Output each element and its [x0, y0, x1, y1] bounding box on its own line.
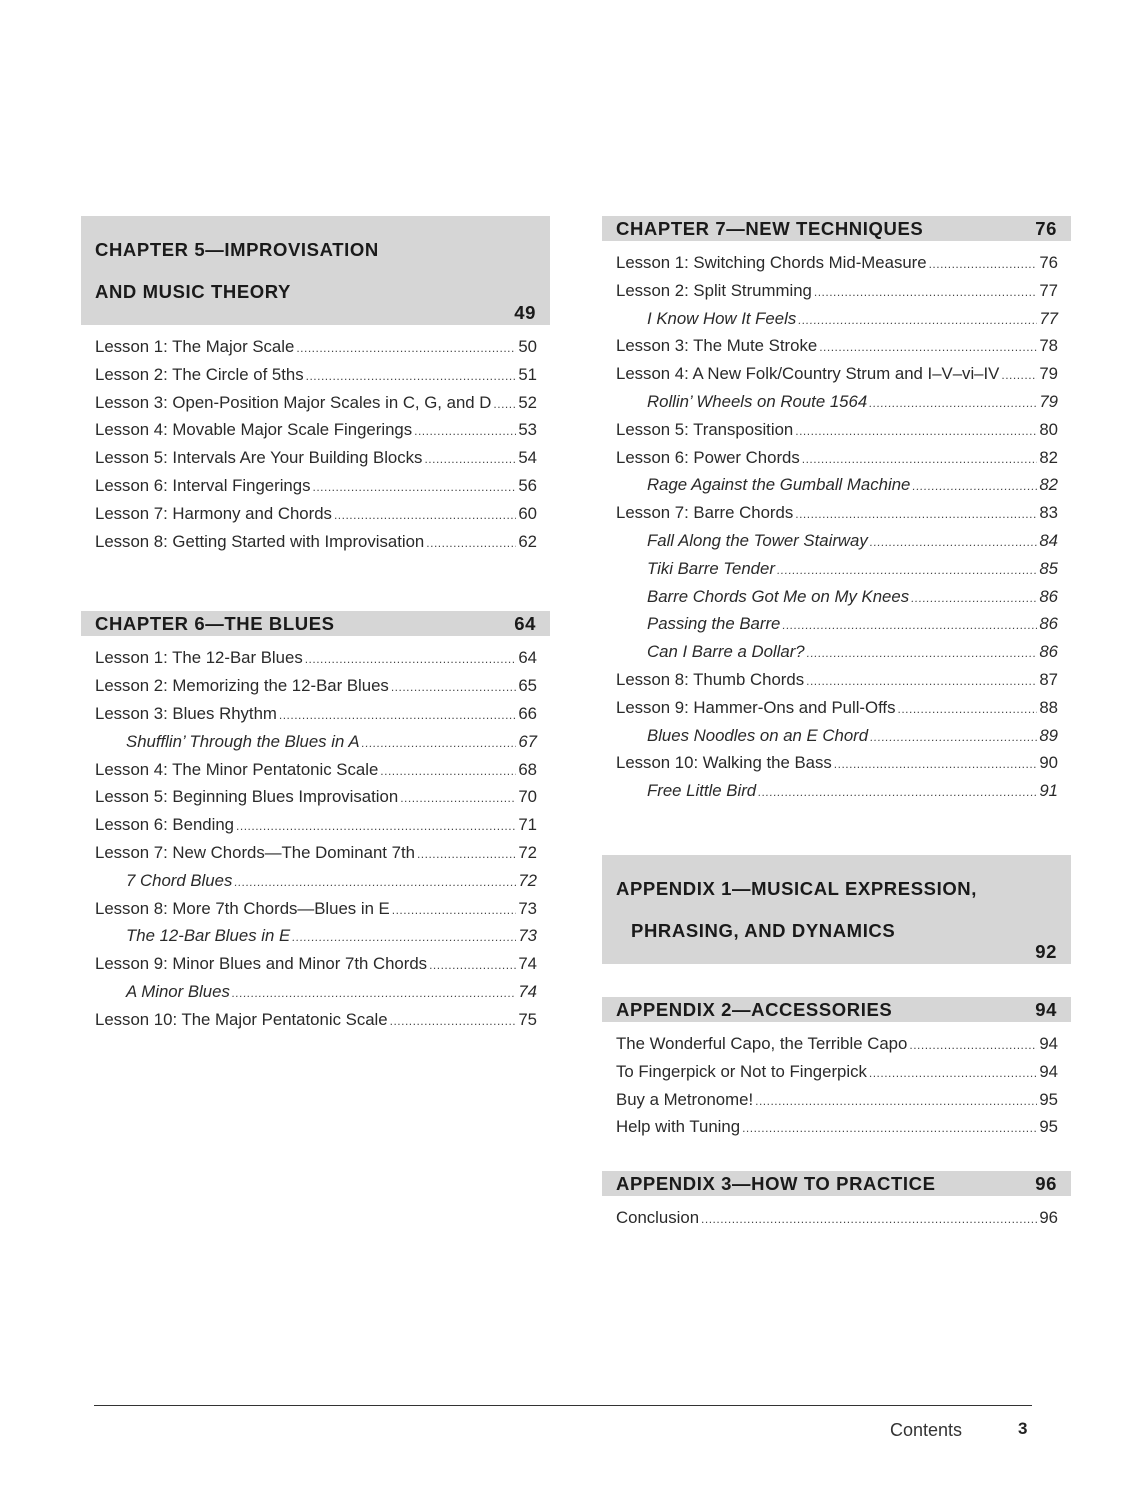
entry-label: Help with Tuning — [616, 1117, 741, 1137]
entry-label: Lesson 8: Getting Started with Improvisation — [95, 531, 425, 551]
dot-leader — [279, 702, 516, 730]
entry-page: 77 — [1039, 280, 1058, 300]
toc-subentry[interactable] — [602, 388, 1071, 416]
entry-page: 77 — [1039, 308, 1058, 328]
toc-entry[interactable] — [602, 277, 1071, 305]
dot-leader — [334, 502, 516, 530]
section-title: APPENDIX 2—ACCESSORIES — [616, 998, 893, 1020]
entry-label: Lesson 9: Hammer-Ons and Pull-Offs — [616, 697, 896, 717]
dot-leader — [1001, 362, 1037, 390]
dot-leader — [429, 952, 516, 980]
dot-leader — [417, 841, 516, 869]
dot-leader — [782, 612, 1037, 640]
entry-label: Shufflin’ Through the Blues in A — [126, 731, 360, 751]
dot-leader — [909, 1032, 1037, 1060]
dot-leader — [929, 251, 1038, 279]
entry-page: 85 — [1039, 558, 1058, 578]
entry-label: Lesson 3: Open-Position Major Scales in C, G, and D — [95, 392, 492, 412]
entry-page: 73 — [518, 898, 537, 918]
toc-entry[interactable] — [81, 472, 550, 500]
toc-subentry[interactable] — [602, 610, 1071, 638]
entry-label: Lesson 3: Blues Rhythm — [95, 703, 277, 723]
entry-label: Lesson 9: Minor Blues and Minor 7th Chords — [95, 954, 428, 974]
toc-entry[interactable] — [602, 416, 1071, 444]
entry-page: 78 — [1039, 336, 1058, 356]
entry-page: 95 — [1039, 1089, 1058, 1109]
toc-entry[interactable] — [81, 444, 550, 472]
toc-subentry[interactable] — [602, 583, 1071, 611]
toc-entry[interactable] — [81, 528, 550, 556]
section-header[interactable] — [602, 997, 1071, 1022]
toc-entry[interactable] — [81, 416, 550, 444]
toc-subentry[interactable] — [602, 722, 1071, 750]
footer-label: Contents — [890, 1420, 963, 1440]
entry-label: Fall Along the Tower Stairway — [647, 530, 868, 550]
toc-entry[interactable] — [81, 1006, 550, 1034]
toc-entry[interactable] — [81, 756, 550, 784]
section-page: 49 — [514, 302, 536, 323]
dot-leader — [758, 779, 1037, 807]
entry-label: Lesson 3: The Mute Stroke — [616, 336, 818, 356]
dot-leader — [232, 980, 516, 1008]
entry-label: Lesson 5: Transposition — [616, 419, 794, 439]
entry-label: Lesson 7: Barre Chords — [616, 503, 794, 523]
entry-page: 91 — [1039, 781, 1058, 801]
dot-leader — [806, 668, 1037, 696]
dot-leader — [292, 924, 516, 952]
dot-leader — [819, 334, 1037, 362]
entry-page: 88 — [1039, 697, 1058, 717]
toc-entry[interactable] — [81, 839, 550, 867]
entry-label: Conclusion — [616, 1208, 700, 1228]
toc-entry[interactable] — [602, 499, 1071, 527]
toc-section-chapter-7 — [602, 216, 1071, 805]
dot-leader — [493, 391, 516, 419]
entry-label: Lesson 2: The Circle of 5ths — [95, 364, 304, 384]
entry-list — [602, 241, 1071, 805]
entry-page: 52 — [518, 392, 537, 412]
entry-page: 87 — [1039, 669, 1058, 689]
dot-leader — [380, 758, 516, 786]
section-title: CHAPTER 5—IMPROVISATION AND MUSIC THEORY — [95, 239, 379, 302]
entry-label: Lesson 6: Power Chords — [616, 447, 800, 467]
dot-leader — [898, 696, 1038, 724]
entry-page: 50 — [518, 337, 537, 356]
toc-subentry[interactable] — [602, 777, 1071, 805]
entry-page: 75 — [518, 1009, 537, 1029]
dot-leader — [742, 1115, 1037, 1143]
entry-label: Lesson 7: Harmony and Chords — [95, 503, 332, 523]
entry-page: 79 — [1039, 391, 1058, 411]
entry-page: 86 — [1039, 642, 1058, 662]
entry-label: Rage Against the Gumball Machine — [647, 475, 911, 495]
entry-page: 94 — [1039, 1033, 1058, 1053]
toc-section-chapter-5 — [81, 216, 550, 555]
entry-label: Lesson 4: The Minor Pentatonic Scale — [95, 759, 379, 779]
toc-entry[interactable] — [602, 1030, 1071, 1058]
toc-section-chapter-6 — [81, 611, 550, 1033]
entry-page: 74 — [518, 954, 537, 974]
section-header[interactable] — [602, 855, 1071, 964]
dot-leader — [869, 1060, 1037, 1088]
toc-subentry[interactable] — [602, 305, 1071, 333]
entry-list — [602, 1196, 1071, 1232]
section-header[interactable] — [81, 216, 550, 325]
entry-label: Lesson 8: More 7th Chords—Blues in E — [95, 898, 390, 918]
entry-page: 82 — [1039, 447, 1058, 467]
entry-label: Lesson 4: Movable Major Scale Fingerings — [95, 420, 413, 440]
entry-label: The 12-Bar Blues in E — [126, 926, 291, 946]
toc-subentry[interactable] — [602, 555, 1071, 583]
toc-entry[interactable] — [81, 361, 550, 389]
entry-label: Lesson 8: Thumb Chords — [616, 669, 805, 689]
section-page: 92 — [1035, 940, 1057, 962]
entry-label: Lesson 5: Beginning Blues Improvisation — [95, 787, 399, 807]
toc-entry[interactable] — [602, 694, 1071, 722]
toc-entry[interactable] — [81, 333, 550, 361]
toc-entry[interactable] — [81, 500, 550, 528]
entry-page: 54 — [518, 448, 537, 468]
dot-leader — [312, 474, 516, 502]
entry-page: 82 — [1039, 475, 1058, 495]
section-title: APPENDIX 3—HOW TO PRACTICE — [616, 1173, 936, 1195]
entry-list — [81, 325, 550, 555]
entry-page: 94 — [1039, 1061, 1058, 1081]
toc-entry[interactable] — [602, 444, 1071, 472]
entry-page: 86 — [1039, 586, 1058, 606]
toc-entry[interactable] — [602, 1113, 1071, 1141]
dot-leader — [391, 674, 517, 702]
toc-entry[interactable] — [602, 749, 1071, 777]
toc-subentry[interactable] — [602, 471, 1071, 499]
entry-label: I Know How It Feels — [647, 308, 797, 328]
section-page: 96 — [1035, 1173, 1057, 1195]
entry-label: Lesson 2: Memorizing the 12-Bar Blues — [95, 676, 389, 696]
entry-page: 56 — [518, 475, 537, 495]
entry-label: Lesson 5: Intervals Are Your Building Blocks — [95, 448, 423, 468]
entry-label: Buy a Metronome! — [616, 1089, 754, 1109]
dot-leader — [912, 473, 1037, 501]
dot-leader — [795, 418, 1037, 446]
dot-leader — [362, 730, 517, 758]
dot-leader — [390, 1008, 517, 1036]
dot-leader — [777, 557, 1037, 585]
toc-entry[interactable] — [81, 783, 550, 811]
toc-entry[interactable] — [602, 249, 1071, 277]
toc-entry[interactable] — [602, 1086, 1071, 1114]
entry-list — [81, 636, 550, 1033]
dot-leader — [755, 1088, 1037, 1116]
entry-page: 95 — [1039, 1117, 1058, 1137]
toc-entry[interactable] — [81, 389, 550, 417]
entry-page: 68 — [518, 759, 537, 779]
entry-label: Free Little Bird — [647, 781, 757, 801]
toc-section-appendix-2 — [602, 997, 1071, 1141]
toc-subentry[interactable] — [81, 978, 550, 1006]
entry-page: 89 — [1039, 725, 1058, 745]
entry-label: Lesson 1: Switching Chords Mid-Measure — [616, 253, 927, 272]
toc-entry[interactable] — [81, 811, 550, 839]
section-title: CHAPTER 6—THE BLUES — [95, 613, 335, 635]
dot-leader — [426, 530, 516, 558]
dot-leader — [392, 897, 517, 925]
toc-subentry[interactable] — [81, 728, 550, 756]
toc-entry[interactable] — [602, 360, 1071, 388]
left-column — [81, 216, 550, 1034]
entry-label: Barre Chords Got Me on My Knees — [647, 586, 910, 606]
dot-leader — [701, 1206, 1037, 1234]
dot-leader — [306, 363, 517, 391]
dot-leader — [234, 869, 516, 897]
entry-page: 86 — [1039, 614, 1058, 634]
toc-subentry[interactable] — [602, 638, 1071, 666]
entry-page: 71 — [518, 815, 537, 835]
right-column — [602, 216, 1071, 1232]
entry-label: Rollin’ Wheels on Route 1564 — [647, 391, 868, 411]
toc-section-appendix-3 — [602, 1171, 1071, 1232]
entry-page: 80 — [1039, 419, 1058, 439]
entry-label: Can I Barre a Dollar? — [647, 642, 805, 662]
entry-page: 72 — [518, 870, 537, 890]
entry-label: Tiki Barre Tender — [647, 558, 775, 578]
entry-label: Lesson 10: The Major Pentatonic Scale — [95, 1009, 388, 1029]
entry-page: 76 — [1039, 253, 1058, 272]
toc-subentry[interactable] — [81, 867, 550, 895]
entry-label: Blues Noodles on an E Chord — [647, 725, 869, 745]
entry-page: 53 — [518, 420, 537, 440]
toc-entry[interactable] — [602, 1204, 1071, 1232]
entry-page: 84 — [1039, 530, 1058, 550]
entry-label: Lesson 6: Bending — [95, 815, 235, 835]
toc-entry[interactable] — [81, 895, 550, 923]
toc-section-appendix-1 — [602, 855, 1071, 964]
dot-leader — [236, 813, 516, 841]
section-page: 94 — [1035, 998, 1057, 1020]
dot-leader — [424, 446, 516, 474]
entry-label: To Fingerpick or Not to Fingerpick — [616, 1061, 867, 1081]
entry-label: A Minor Blues — [126, 981, 230, 1001]
entry-page: 83 — [1039, 503, 1058, 523]
entry-page: 70 — [518, 787, 537, 807]
dot-leader — [305, 646, 517, 674]
entry-page: 72 — [518, 842, 537, 862]
entry-page: 64 — [518, 648, 537, 668]
entry-page: 60 — [518, 503, 537, 523]
dot-leader — [870, 724, 1037, 752]
dot-leader — [870, 529, 1038, 557]
entry-page: 67 — [518, 731, 537, 751]
toc-subentry[interactable] — [81, 922, 550, 950]
section-title: APPENDIX 1—MUSICAL EXPRESSION, PHRASING, AND DYNAMICS — [616, 877, 978, 941]
section-header[interactable] — [602, 1171, 1071, 1196]
page-number: 3 — [1018, 1419, 1028, 1438]
entry-label: Lesson 7: New Chords—The Dominant 7th — [95, 842, 415, 862]
toc-entry[interactable] — [81, 644, 550, 672]
entry-label: Lesson 6: Interval Fingerings — [95, 475, 311, 495]
dot-leader — [807, 640, 1038, 668]
entry-page: 65 — [518, 676, 537, 696]
toc-entry[interactable] — [81, 672, 550, 700]
entry-label: Lesson 1: The Major Scale — [95, 337, 295, 356]
dot-leader — [814, 279, 1037, 307]
section-page: 76 — [1035, 218, 1057, 239]
section-title: CHAPTER 7—NEW TECHNIQUES — [616, 218, 924, 239]
dot-leader — [911, 585, 1037, 613]
dot-leader — [795, 501, 1037, 529]
entry-page: 79 — [1039, 364, 1058, 384]
entry-page: 66 — [518, 703, 537, 723]
toc-entry[interactable] — [602, 666, 1071, 694]
toc-entry[interactable] — [602, 332, 1071, 360]
entry-list — [602, 1022, 1071, 1141]
footer-rule — [94, 1405, 1032, 1406]
dot-leader — [802, 446, 1038, 474]
entry-label: 7 Chord Blues — [126, 870, 233, 890]
dot-leader — [869, 390, 1037, 418]
dot-leader — [400, 785, 516, 813]
entry-page: 62 — [518, 531, 537, 551]
dot-leader — [798, 307, 1037, 335]
entry-page: 51 — [518, 364, 537, 384]
section-header[interactable] — [602, 216, 1071, 241]
entry-label: Lesson 2: Split Strumming — [616, 280, 812, 300]
entry-page: 90 — [1039, 753, 1058, 773]
dot-leader — [414, 418, 516, 446]
toc-entry[interactable] — [602, 1058, 1071, 1086]
entry-label: Passing the Barre — [647, 614, 781, 634]
entry-page: 74 — [518, 981, 537, 1001]
entry-label: Lesson 10: Walking the Bass — [616, 753, 832, 773]
toc-entry[interactable] — [81, 700, 550, 728]
toc-entry[interactable] — [81, 950, 550, 978]
toc-subentry[interactable] — [602, 527, 1071, 555]
dot-leader — [296, 335, 516, 363]
entry-page: 73 — [518, 926, 537, 946]
dot-leader — [834, 751, 1038, 779]
section-header[interactable] — [81, 611, 550, 636]
entry-label: Lesson 4: A New Folk/Country Strum and I–V–vi–IV — [616, 364, 1000, 384]
entry-label: The Wonderful Capo, the Terrible Capo — [616, 1033, 908, 1053]
entry-page: 96 — [1039, 1208, 1058, 1228]
section-page: 64 — [514, 613, 536, 635]
entry-label: Lesson 1: The 12-Bar Blues — [95, 648, 303, 668]
